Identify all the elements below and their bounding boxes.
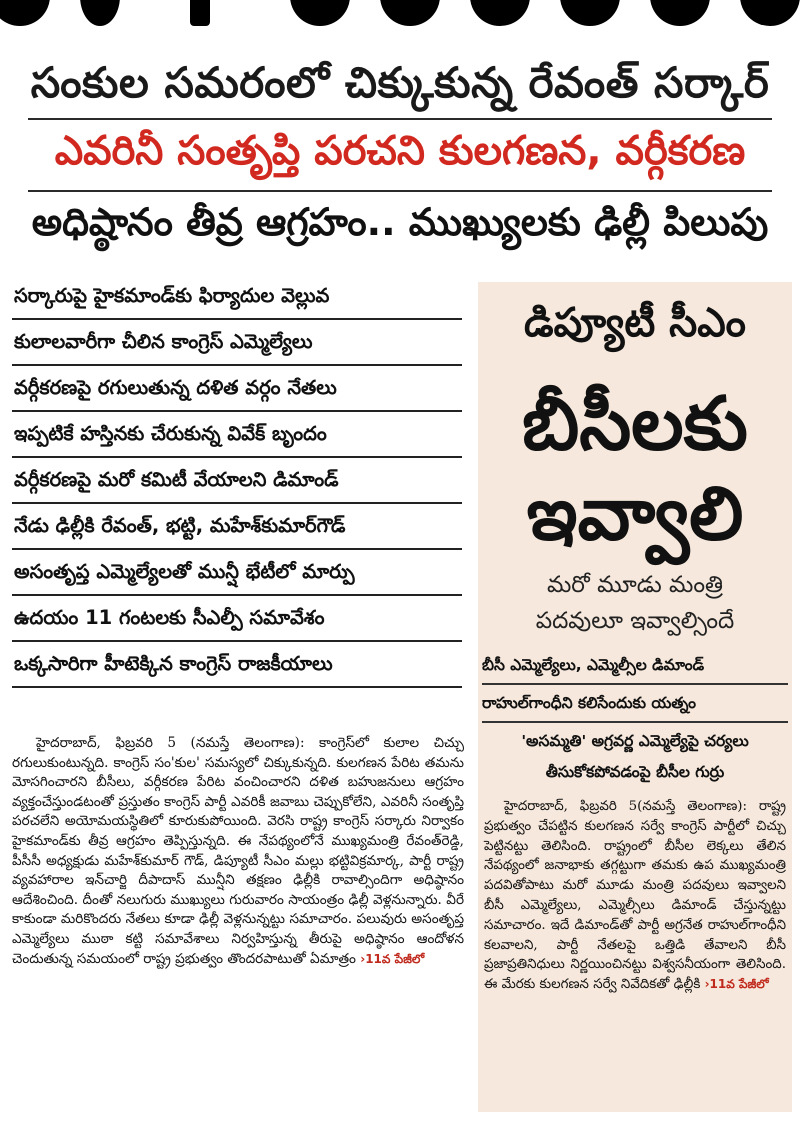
- highlight-item: ఇప్పటికే హస్తినకు చేరుకున్న వివేక్ బృందం: [12, 412, 462, 458]
- highlight-item: వర్గీకరణపై మరో కమిటీ వేయాలని డిమాండ్: [12, 458, 462, 504]
- masthead-glyph: [560, 0, 620, 26]
- red-subheadline: ఎవరినీ సంతృప్తి పరచని కులగణన, వర్గీకరణ: [54, 128, 746, 174]
- highlight-item: అసంతృప్త ఎమ్మెల్యేలతో మున్షీ భేటీలో మార్పు: [12, 550, 462, 596]
- main-headline: సంకుల సమరంలో చిక్కుకున్న రేవంత్ సర్కార్: [30, 58, 770, 107]
- divider: [28, 118, 772, 120]
- article-body: [12, 734, 464, 969]
- sidebar-headline-line1: బీసీలకు: [522, 381, 748, 467]
- sidebar-subheadline-line1: మరో మూడు మంత్రి: [546, 572, 724, 598]
- highlight-item: ఒక్కసారిగా హీటెక్కిన కాంగ్రెస్ రాజకీయాలు: [12, 642, 462, 688]
- highlight-item: కులాలవారీగా చీలిన కాంగ్రెస్ ఎమ్మెల్యేలు: [12, 320, 462, 366]
- continued-on-page-link[interactable]: ›11వ పేజీలో: [360, 951, 425, 966]
- sidebar-story: [478, 282, 792, 1112]
- sidebar-point: రాహుల్‌గాంధీని కలిసేందుకు యత్నం: [482, 685, 788, 723]
- masthead-glyph: [740, 0, 800, 26]
- sidebar-paragraph: [484, 797, 786, 995]
- masthead-glyph: [290, 0, 350, 26]
- masthead-glyph: [470, 0, 530, 26]
- third-headline: అధిష్ఠానం తీవ్ర ఆగ్రహం.. ముఖ్యులకు ఢిల్లీ పిలుపు: [31, 200, 769, 244]
- highlight-item: సర్కారుపై హైకమాండ్‌కు ఫిర్యాదుల వెల్లువ: [12, 274, 462, 320]
- sidebar-point: 'అసమ్మతి' అగ్రవర్ణ ఎమ్మెల్యేపై చర్యలు: [521, 732, 749, 750]
- sidebar-subheadline-line2: పదవులూ ఇవ్వాల్సిందే: [535, 608, 735, 634]
- masthead-glyph: [0, 0, 50, 26]
- sidebar-headline-line2: ఇవ్వాలి: [526, 471, 744, 557]
- masthead-strip: [0, 0, 800, 28]
- article-paragraph: [12, 734, 464, 969]
- sidebar-point: బీసీ ఎమ్మెల్యేలు, ఎమ్మెల్సీల డిమాండ్: [482, 647, 788, 685]
- highlight-list: [12, 274, 462, 688]
- highlight-item: నేడు ఢిల్లీకి రేవంత్, భట్టి, మహేశ్‌కుమార్‌గౌడ్: [12, 504, 462, 550]
- divider: [28, 190, 772, 192]
- continued-on-page-link[interactable]: ›11వ పేజీలో: [704, 977, 769, 992]
- highlight-item: వర్గీకరణపై రగులుతున్న దళిత వర్గం నేతలు: [12, 366, 462, 412]
- sidebar-point: తీసుకోకపోవడంపై బీసీల గుర్రు: [545, 763, 725, 781]
- sidebar-points: [482, 647, 788, 785]
- masthead-glyph: [650, 0, 710, 26]
- masthead-glyph: [190, 0, 210, 26]
- sidebar-kicker: డిప్యూటీ సీఎం: [524, 300, 746, 346]
- article-text: హైదరాబాద్, ఫిబ్రవరి 5 (నమస్తే తెలంగాణ): కాంగ్రెస్‌లో కులాల చిచ్చు రగులుకుంటున్నది. కాంగ్రెస్ సం'కుల' సమస్యలో చిక్కుకున్నది. కులగణన పేరిట తమను మోసగించారని బీసీలు, వర్గీకరణ పేరిట వంచించారని దళిత బహుజనులు ఆగ్రహం వ్యక్తంచేస్తుండటంతో ప్రస్తుతం కాంగ్రెస్ పార్టీ ఎవరికీ జవాబు చెప్పుకోలేని, ఎవరినీ సంతృప్తి పరచలేని అయోమయస్థితిలో కూరుకుపోయింది. వెరసి రాష్ట్ర కాంగ్రెస్ సర్కారు నిర్వాకం హైకమాండ్‌కు తీవ్ర ఆగ్రహం తెప్పిస్తున్నది. ఈ నేపథ్యంలోనే ముఖ్యమంత్రి రేవంత్‌రెడ్డి, పీసీసీ అధ్యక్షుడు మహేశ్‌కుమార్ గౌడ్, డిప్యూటీ సీఎం మల్లు భట్టివిక్రమార్క, పార్టీ రాష్ట్ర వ్యవహారాల ఇన్‌చార్జి దీపాదాస్ మున్షీని తక్షణం ఢిల్లీకి రావాల్సిందిగా అధిష్ఠానం ఆదేశించింది. దీంతో నలుగురు ముఖ్యులు గురువారం సాయంత్రం ఢిల్లీ వెళ్లనున్నారు. వీరే కాకుండా మరికొందరు నేతలు కూడా ఢిల్లీ వెళ్లనున్నట్టు సమాచారం. పలువురు అసంతృప్త ఎమ్మెల్యేలు ముఠా కట్టి సమావేశాలు నిర్వహిస్తున్న తీరుపై అధిష్ఠానం ఆందోళన చెందుతున్న సమయంలో రాష్ట్ర ప్రభుత్వం తొందరపాటుతో ఏమాత్రం: [12, 735, 464, 967]
- highlight-item: ఉదయం 11 గంటలకు సీఎల్పీ సమావేశం: [12, 596, 462, 642]
- masthead-glyph: [80, 0, 120, 26]
- sidebar-text: హైదరాబాద్, ఫిబ్రవరి 5(నమస్తే తెలంగాణ): రాష్ట్ర ప్రభుత్వం చేపట్టిన కులగణన సర్వే కాంగ్రెస్ పార్టీలో చిచ్చు పెట్టినట్టు తెలిసింది. రాష్ట్రంలో బీసీల లెక్కలు తేలిన నేపథ్యంలో జనాభాకు తగ్గట్టుగా తమకు ఉప ముఖ్యమంత్రి పదవితోపాటు మరో మూడు మంత్రి పదవులు ఇవ్వాలని బీసీ ఎమ్మెల్యేలు, ఎమ్మెల్సీలు డిమాండ్ చేస్తున్నట్టు సమాచారం. ఇదే డిమాండ్‌తో పార్టీ అగ్రనేత రాహుల్‌గాంధీని కలవాలని, పార్టీ నేతలపై ఒత్తిడి తేవాలని బీసీ ప్రజాప్రతినిధులు నిర్ణయించినట్టు విశ్వసనీయంగా తెలిసింది. ఈ మేరకు కులగణన సర్వే నివేదికతో ఢిల్లీకి: [484, 799, 786, 993]
- masthead-glyph: [380, 0, 440, 26]
- sidebar-body: [484, 797, 786, 995]
